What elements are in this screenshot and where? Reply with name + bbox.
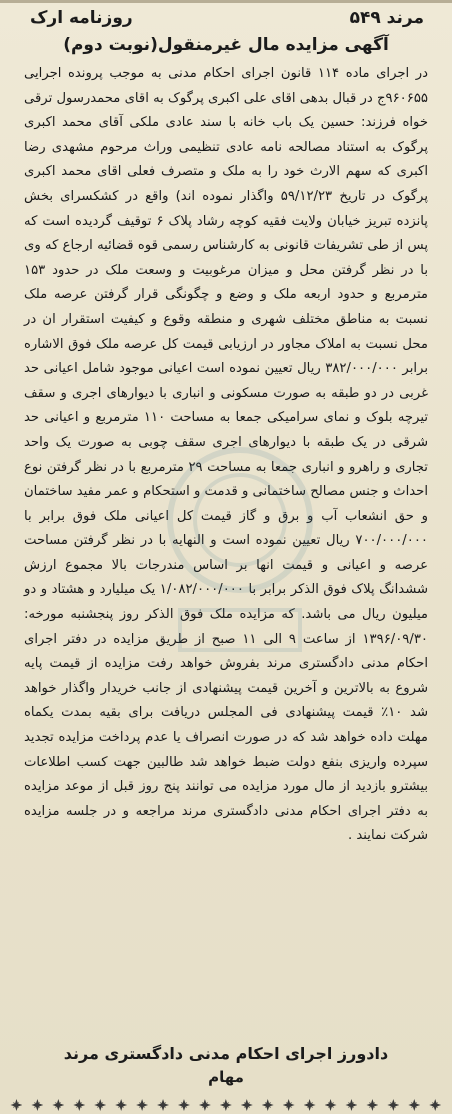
notice-body-paragraph: در اجرای ماده ۱۱۴ قانون اجرای احکام مدنی به موجب پرونده اجرایی ۹۶۰۶۵۵ج در قبال بدهی اقای علی اکبری پرگوک به اقای محمدرسول ترقی خواه فرزند: حسین یک باب خانه با سند عادی ملکی آقای محمد اکبری پرگوک به استناد مصالحه نامه عادی تنظیمی وراث مرحوم مشهدی رضا اکبری که سهم الارث خود را به ملک و متصرف فعلی اقای محمد اکبری پرگوک در تاریخ ۵۹/۱۲/۲۳ واگذار نموده اند) واقع در کشکسرای بخش پانزده تبریز خیابان ولایت فقیه کوچه رشاد پلاک ۶ توقیف گردیده است که پس از طی تشریفات قانونی به کارشناس رسمی قوه قضائیه ارجاع که وی با در نظر گرفتن محل و میزان مرغوبیت و وسعت ملک در حدود ۱۵۳ مترمربع و حدود اربعه ملک و وضع و چگونگی قرار گرفتن عرصه ملک نسبت به مناطق مختلف شهری و منطقه وقوع و کیفیت استقرار ان در محل نسبت به املاک مجاور در ارزیابی قیمت کل عرصه ملک فوق الاشاره برابر ۳۸۲/۰۰۰/۰۰۰ ریال تعیین نموده است اعیانی موجود شامل اعیانی حد غربی در دو طبقه به صورت مسکونی و انباری با دیوارهای اجری و سقف تیرچه بلوک و نمای سرامیکی جمعا به مساحت ۱۱۰ مترمربع و اعیانی حد شرقی در یک طبقه با دیوارهای اجری سقف چوبی به صورت یک واحد تجاری و راهرو و انباری جمعا به مساحت ۲۹ مترمربع با در نظر گرفتن نوع احداث و جنس مصالح ساختمانی و قدمت و استحکام و عمر مفید ساختمان و حق انشعاب آب و برق و گاز قیمت کل اعیانی ملک فوق برابر با ۷۰۰/۰۰۰/۰۰۰ ریال تعیین نموده است و النهایه با در نظر گرفتن مساحت عرصه و اعیانی و قیمت انها بر اساس مندرجات بالا مجموع ارزش ششدانگ پلاک فوق الذکر برابر با ۱/۰۸۲/۰۰۰/۰۰۰ یک میلیارد و هشتاد و دو میلیون ریال می باشد. که مزایده ملک فوق الذکر روز پنجشنبه مورخه: ۱۳۹۶/۰۹/۳۰ از ساعت ۹ الی ۱۱ صبح از طریق مزایده در دفتر اجرای احکام مدنی دادگستری مرند بفروش خواهد رفت مزایده از قیمت پایه شروع به بالاترین و آخرین قیمت پیشنهادی از جانب خریدار واگذار خواهد شد ۱۰٪ قیمت پیشنهادی فی المجلس دریافت برای بقیه بمدت یکماه مهلت داده خواهد شد که در صورت انصراف یا عدم پرداخت مزایده تجدید سپرده واریزی بنفع دولت ضبط خواهد شد طالبین جهت کسب اطلاعات بیشترو بازدید از مال مورد مزایده می توانند پنج روز قبل از موعد مزایده به دفتر اجرای احکام مدنی دادگستری مرند مراجعه و در جلسه مزایده شرکت نمایند . [24,66,429,844]
star-ornament-icon [408,1099,420,1111]
bottom-ornament-border [0,1096,452,1114]
star-ornament-icon [10,1099,22,1111]
star-ornament-icon [345,1099,357,1111]
star-ornament-icon [31,1099,43,1111]
star-ornament-icon [325,1099,337,1111]
star-ornament-icon [73,1099,85,1111]
star-ornament-icon [304,1099,316,1111]
star-ornament-icon [387,1099,399,1111]
signature-title: دادورز اجرای احکام مدنی دادگستری مرند [63,1044,389,1063]
star-ornament-icon [178,1099,190,1111]
star-ornament-icon [199,1099,211,1111]
star-ornament-icon [220,1099,232,1111]
star-ornament-icon [429,1099,441,1111]
star-ornament-icon [157,1099,169,1111]
signature-name: مهام [208,1068,244,1086]
notice-title: آگهی مزایده مال غیرمنقول(نوبت دوم) [63,35,389,55]
star-ornament-icon [283,1099,295,1111]
star-ornament-icon [136,1099,148,1111]
ad-number: مرند ۵۴۹ [349,8,424,28]
star-ornament-icon [115,1099,127,1111]
star-ornament-icon [241,1099,253,1111]
star-ornament-icon [262,1099,274,1111]
newspaper-name: روزنامه ارک [30,8,133,28]
notice-body [24,62,428,849]
header [30,4,424,32]
top-border [0,0,452,3]
star-ornament-icon [94,1099,106,1111]
star-ornament-icon [366,1099,378,1111]
star-ornament-icon [52,1099,64,1111]
